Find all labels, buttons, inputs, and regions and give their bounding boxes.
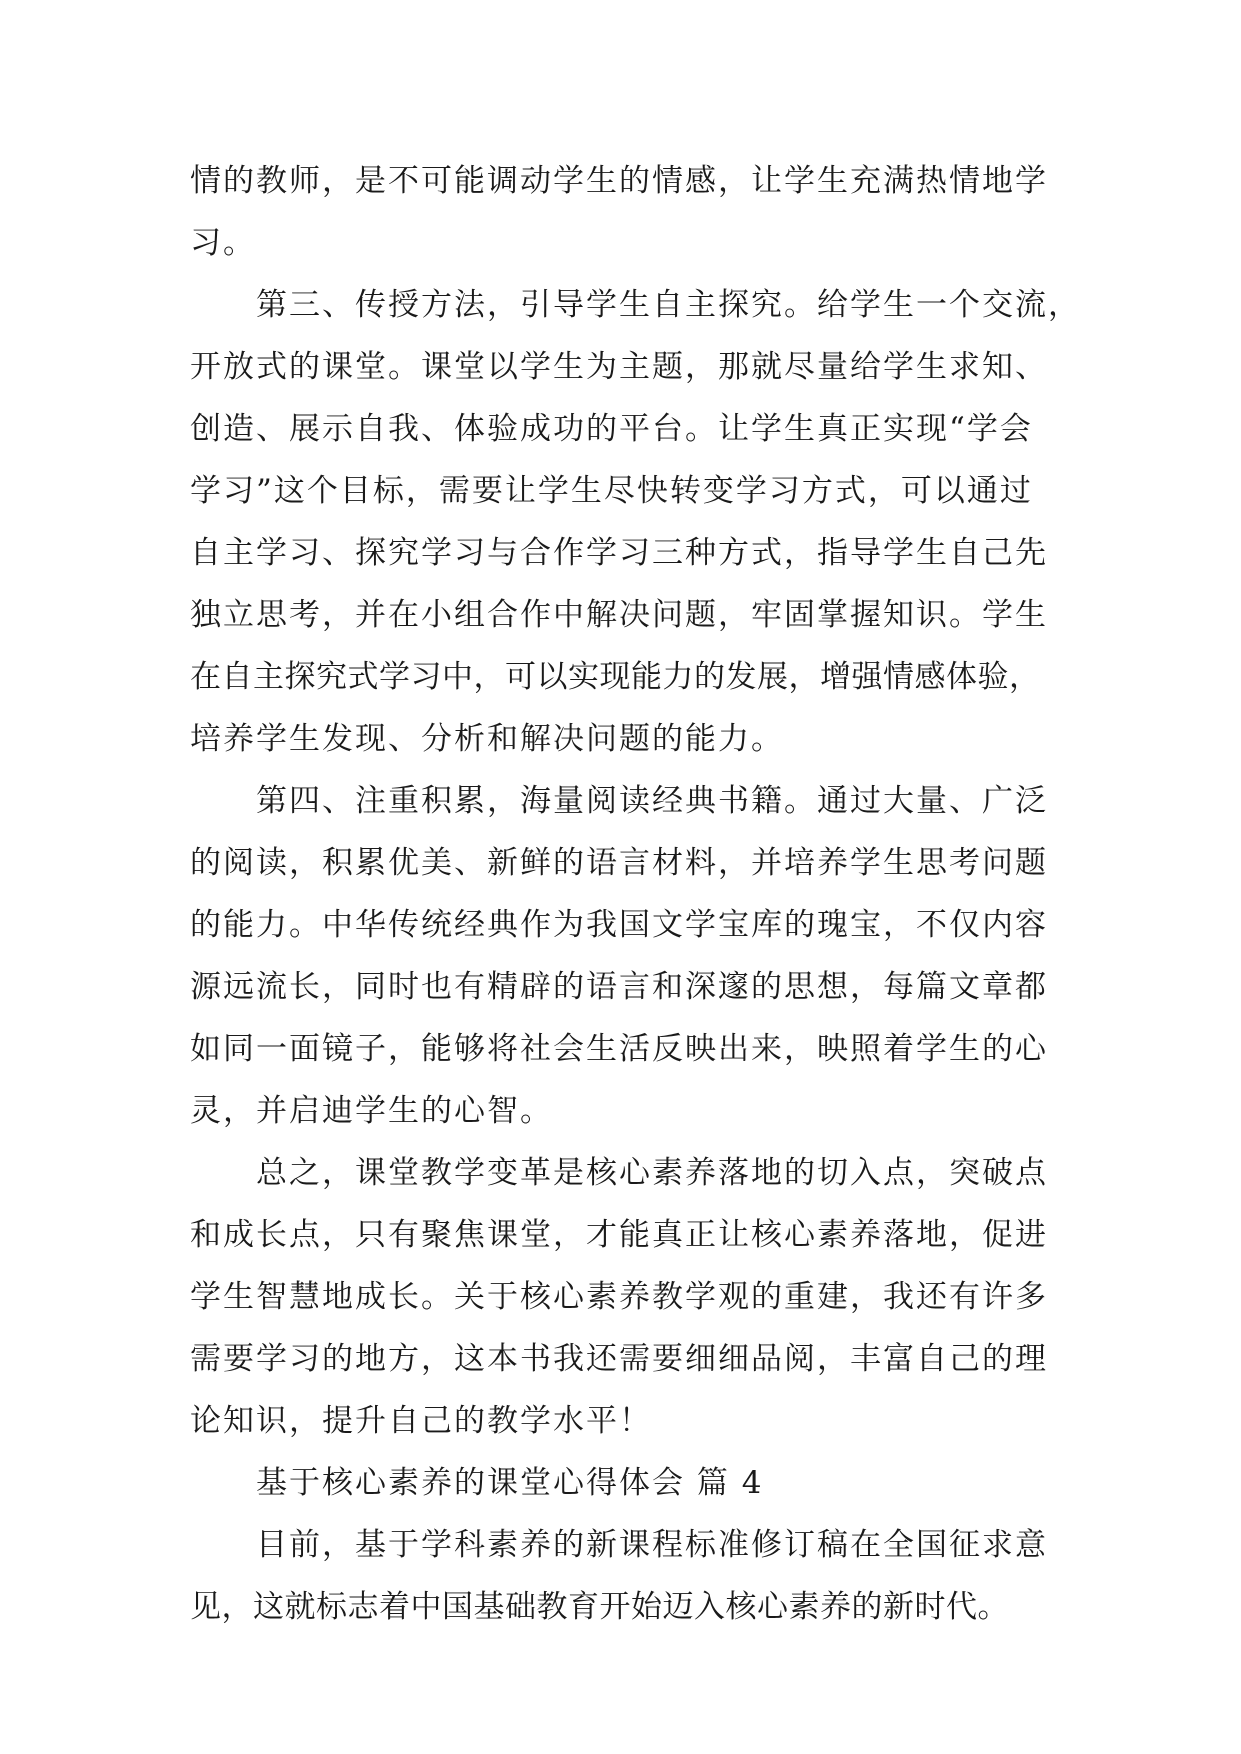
text-line-12: 的阅读，积累优美、新鲜的语言材料，并培养学生思考问题 <box>190 845 1048 881</box>
text-line-5: 创造、展示自我、体验成功的平台。让学生真正实现“学会 <box>190 411 1033 447</box>
text-line-6: 学习”这个目标，需要让学生尽快转变学习方式，可以通过 <box>190 473 1033 509</box>
text-line-13: 的能力。中华传统经典作为我国文学宝库的瑰宝，不仅内容 <box>190 907 1048 943</box>
text-line-11: 第四、注重积累，海量阅读经典书籍。通过大量、广泛 <box>256 783 1048 819</box>
text-line-16: 灵，并启迪学生的心智。 <box>190 1093 553 1129</box>
text-line-19: 学生智慧地成长。关于核心素养教学观的重建，我还有许多 <box>190 1279 1048 1315</box>
text-line-21: 论知识，提升自己的教学水平！ <box>190 1403 652 1439</box>
text-line-9: 在自主探究式学习中，可以实现能力的发展，增强情感体验， <box>190 659 1041 695</box>
text-line-17: 总之，课堂教学变革是核心素养落地的切入点，突破点 <box>256 1155 1048 1191</box>
text-line-14: 源远流长，同时也有精辟的语言和深邃的思想，每篇文章都 <box>190 969 1048 1005</box>
text-line-2: 习。 <box>190 225 256 261</box>
text-line-1: 情的教师，是不可能调动学生的情感，让学生充满热情地学 <box>190 163 1048 199</box>
body-text <box>190 150 1081 1638</box>
text-line-20: 需要学习的地方，这本书我还需要细细品阅，丰富自己的理 <box>190 1341 1048 1377</box>
text-line-18: 和成长点，只有聚焦课堂，才能真正让核心素养落地，促进 <box>190 1217 1048 1253</box>
section-heading: 基于核心素养的课堂心得体会 篇 4 <box>256 1465 764 1501</box>
text-line-7: 自主学习、探究学习与合作学习三种方式，指导学生自己先 <box>190 535 1048 571</box>
text-line-4: 开放式的课堂。课堂以学生为主题，那就尽量给学生求知、 <box>190 349 1048 385</box>
text-line-23: 目前，基于学科素养的新课程标准修订稿在全国征求意 <box>256 1527 1048 1563</box>
text-line-8: 独立思考，并在小组合作中解决问题，牢固掌握知识。学生 <box>190 597 1048 633</box>
text-line-24: 见，这就标志着中国基础教育开始迈入核心素养的新时代。 <box>190 1589 1009 1625</box>
text-line-3: 第三、传授方法，引导学生自主探究。给学生一个交流， <box>256 287 1081 323</box>
text-line-10: 培养学生发现、分析和解决问题的能力。 <box>190 721 784 757</box>
text-line-15: 如同一面镜子，能够将社会生活反映出来，映照着学生的心 <box>190 1031 1048 1067</box>
